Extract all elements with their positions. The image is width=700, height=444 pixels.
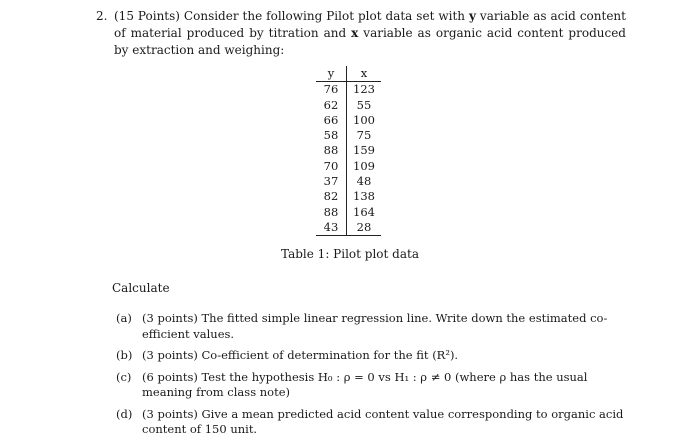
table-row: 58 75 <box>316 128 381 143</box>
column-header-y: y <box>316 66 347 82</box>
part-label: (c) <box>116 369 132 384</box>
part-text: (3 points) The fitted simple linear regression line. Write down the estimated co-efficient values. <box>142 311 608 341</box>
question-part-d <box>116 407 624 438</box>
calculate-heading: Calculate <box>112 281 170 295</box>
problem-stem: (15 Points) Consider the following Pilot plot data set with y variable as acid content of material produced by titration and x variable as organic acid content produced by extraction and weighing: <box>114 9 626 57</box>
table-row: 82 138 <box>316 189 381 204</box>
part-label: (a) <box>116 311 132 325</box>
table-row: 43 28 <box>316 220 381 236</box>
table-row: 76 123 <box>316 82 381 98</box>
question-part-a <box>116 311 624 342</box>
table-row: 70 109 <box>316 159 381 174</box>
column-header-x: x <box>347 66 382 82</box>
table-row: 66 100 <box>316 113 381 128</box>
part-text: (3 points) Give a mean predicted acid content value corresponding to organic acid content of 150 unit. <box>142 406 624 436</box>
table-row: 88 159 <box>316 143 381 158</box>
problem-statement <box>96 8 626 59</box>
question-part-c <box>116 370 624 401</box>
pilot-data-table <box>316 66 381 236</box>
question-parts <box>116 311 624 444</box>
part-label: (d) <box>116 406 133 421</box>
part-label: (b) <box>116 348 133 362</box>
question-part-b <box>116 348 624 364</box>
part-text: (3 points) Co-efficient of determination for the fit (R²). <box>142 348 459 362</box>
part-text: (6 points) Test the hypothesis H₀ : ρ = 0 vs H₁ : ρ ≠ 0 (where ρ has the usual meaning from class note) <box>142 369 588 399</box>
x-variable: x <box>351 26 359 40</box>
table-row: 37 48 <box>316 174 381 189</box>
table-caption: Table 1: Pilot plot data <box>281 247 419 261</box>
table-row: 62 55 <box>316 98 381 113</box>
y-variable: y <box>468 9 476 23</box>
table-row: 88 164 <box>316 205 381 220</box>
problem-number: 2. <box>96 9 108 23</box>
